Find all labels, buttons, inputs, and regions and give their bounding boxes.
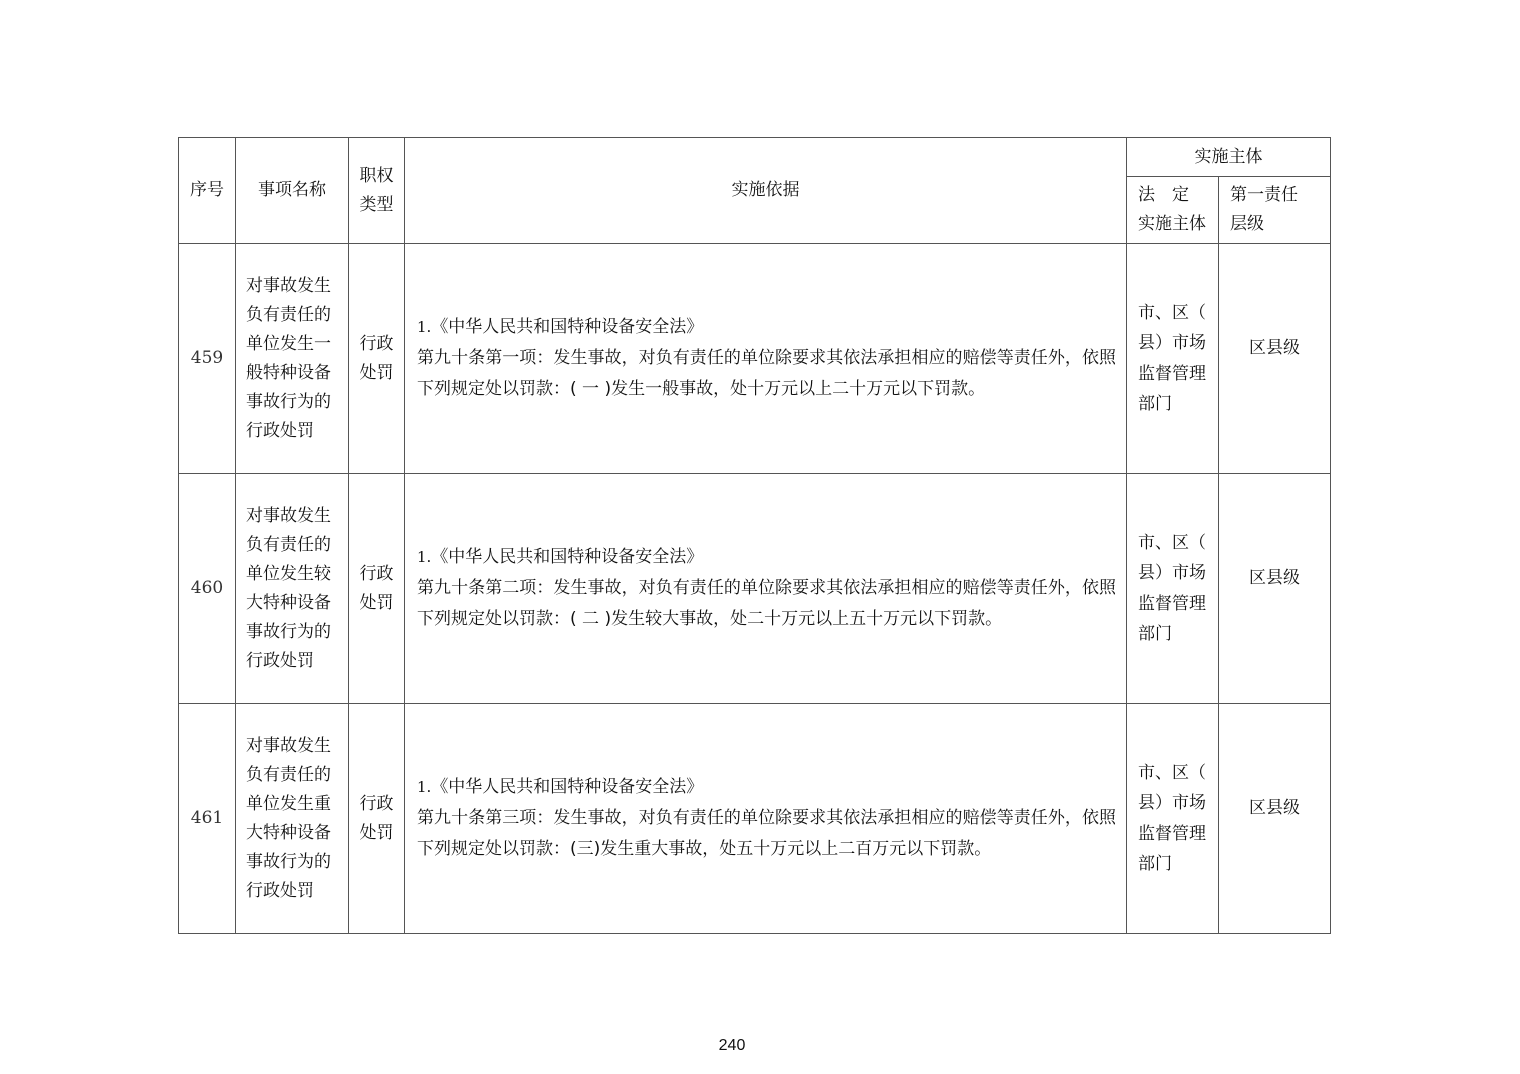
- row-item-name: [236, 474, 349, 704]
- header-subject-group: 实施主体: [1127, 138, 1331, 177]
- law-title-line: [417, 542, 1116, 573]
- subject-line: 监督管理: [1138, 363, 1206, 384]
- name-line: 单位发生较: [246, 563, 331, 584]
- enforcement-table: [178, 137, 1331, 934]
- subject-line: 县）市场: [1138, 563, 1206, 583]
- level-text: 区县级: [1249, 338, 1300, 358]
- name-line: 行政处罚: [246, 650, 314, 671]
- type-line: 处罚: [359, 362, 394, 383]
- header-legal-subject-line2: 实施主体: [1138, 214, 1206, 234]
- name-line: 对事故发生: [246, 735, 331, 756]
- header-first-level-line1: 第一责任: [1230, 185, 1298, 205]
- header-row-1: [179, 138, 1331, 177]
- subject-line: 监督管理: [1138, 593, 1206, 614]
- page-number: 240: [718, 1037, 746, 1054]
- name-line: 负有责任的: [246, 534, 331, 555]
- level-text: 区县级: [1249, 568, 1300, 588]
- type-line: 处罚: [359, 822, 394, 843]
- row-first-level: [1219, 704, 1331, 934]
- row-legal-basis: [405, 244, 1127, 474]
- row-legal-subject: [1127, 244, 1219, 474]
- law-article-text: 第九十条第一项：发生事故，对负有责任的单位除要求其依法承担相应的赔偿等责任外，依照下列规定处以罚款：( 一 )发生一般事故，处十万元以上二十万元以下罚款。: [417, 348, 1116, 399]
- row-item-name: [236, 704, 349, 934]
- row-authority-type: [349, 244, 405, 474]
- subject-line: 监督管理: [1138, 823, 1206, 844]
- row-authority-type: [349, 704, 405, 934]
- header-legal-subject: [1127, 177, 1219, 244]
- row-seq: 461: [179, 704, 236, 934]
- name-line: 负有责任的: [246, 304, 331, 325]
- row-legal-basis: [405, 704, 1127, 934]
- law-number: 1.: [417, 548, 432, 566]
- law-title-line: [417, 772, 1116, 803]
- row-first-level: [1219, 244, 1331, 474]
- name-line: 事故行为的: [246, 621, 331, 642]
- row-item-name: [236, 244, 349, 474]
- name-line: 事故行为的: [246, 851, 331, 872]
- name-line: 大特种设备: [246, 592, 331, 613]
- law-title-line: [417, 312, 1116, 343]
- row-authority-type: [349, 474, 405, 704]
- name-line: 单位发生一: [246, 333, 331, 354]
- subject-line: 市、区（: [1138, 302, 1206, 323]
- row-legal-basis: [405, 474, 1127, 704]
- law-number: 1.: [417, 778, 432, 796]
- law-title: 《中华人民共和国特种设备安全法》: [431, 547, 704, 567]
- subject-line: 部门: [1138, 854, 1172, 874]
- subject-line: 县）市场: [1138, 793, 1206, 813]
- header-basis: 实施依据: [405, 138, 1127, 244]
- row-legal-subject: [1127, 704, 1219, 934]
- type-line: 行政: [359, 333, 394, 354]
- law-article-text: 第九十条第二项：发生事故，对负有责任的单位除要求其依法承担相应的赔偿等责任外，依照下列规定处以罚款：( 二 )发生较大事故，处二十万元以上五十万元以下罚款。: [417, 578, 1116, 629]
- type-line: 行政: [359, 793, 394, 814]
- subject-line: 部门: [1138, 624, 1172, 644]
- law-article-text: 第九十条第三项：发生事故，对负有责任的单位除要求其依法承担相应的赔偿等责任外，依照下列规定处以罚款：(三)发生重大事故，处五十万元以上二百万元以下罚款。: [417, 808, 1116, 859]
- table-row: [179, 474, 1331, 704]
- name-line: 负有责任的: [246, 764, 331, 785]
- header-seq: 序号: [179, 138, 236, 244]
- row-seq: 459: [179, 244, 236, 474]
- subject-line: 市、区（: [1138, 762, 1206, 783]
- header-type-line2: 类型: [359, 194, 394, 215]
- table-row: [179, 704, 1331, 934]
- header-first-level: [1219, 177, 1331, 244]
- table-row: [179, 244, 1331, 474]
- law-title: 《中华人民共和国特种设备安全法》: [431, 317, 704, 337]
- law-title: 《中华人民共和国特种设备安全法》: [431, 777, 704, 797]
- header-type-line1: 职权: [359, 165, 394, 186]
- law-number: 1.: [417, 318, 432, 336]
- header-legal-subject-line1: 法 定: [1138, 185, 1189, 205]
- name-line: 行政处罚: [246, 420, 314, 441]
- header-type: [349, 138, 405, 244]
- header-name: 事项名称: [236, 138, 349, 244]
- level-text: 区县级: [1249, 798, 1300, 818]
- name-line: 单位发生重: [246, 793, 331, 814]
- name-line: 事故行为的: [246, 391, 331, 412]
- type-line: 行政: [359, 563, 394, 584]
- type-line: 处罚: [359, 592, 394, 613]
- row-seq: 460: [179, 474, 236, 704]
- name-line: 大特种设备: [246, 822, 331, 843]
- name-line: 对事故发生: [246, 505, 331, 526]
- row-legal-subject: [1127, 474, 1219, 704]
- name-line: 对事故发生: [246, 275, 331, 296]
- subject-line: 县）市场: [1138, 333, 1206, 353]
- name-line: 行政处罚: [246, 880, 314, 901]
- header-first-level-line2: 层级: [1230, 214, 1264, 234]
- row-first-level: [1219, 474, 1331, 704]
- subject-line: 部门: [1138, 394, 1172, 414]
- name-line: 般特种设备: [246, 362, 331, 383]
- subject-line: 市、区（: [1138, 532, 1206, 553]
